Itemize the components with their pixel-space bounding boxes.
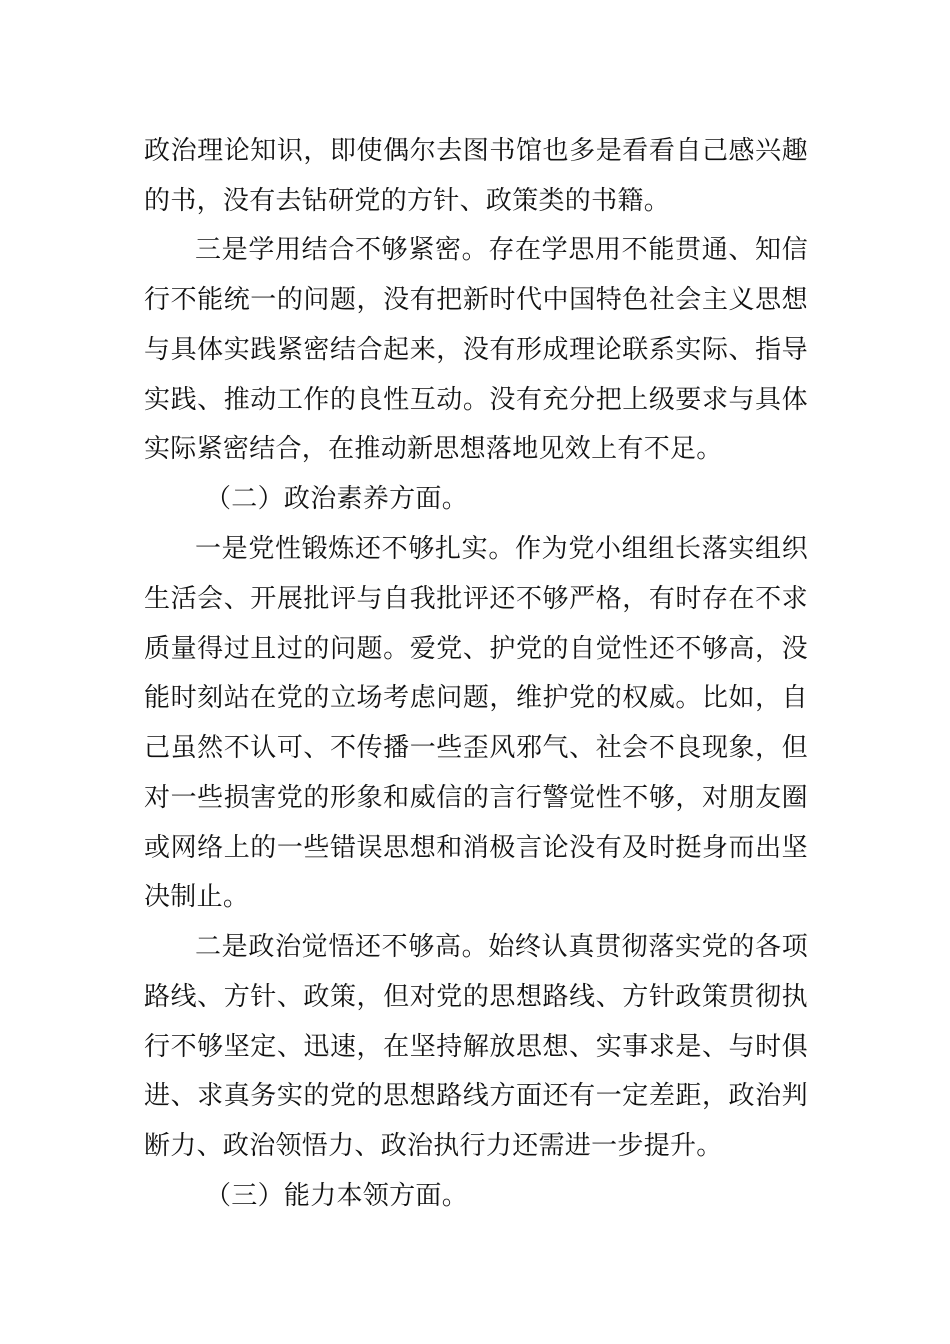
section-heading: （二）政治素养方面。 [205, 484, 469, 514]
body-text-line: 己虽然不认可、不传播一些歪风邪气、社会不良现象，但 [144, 733, 808, 763]
body-text-line: 与具体实践紧密结合起来，没有形成理论联系实际、指导 [144, 335, 808, 365]
section-heading: （三）能力本领方面。 [205, 1181, 469, 1211]
body-text-line: 行不够坚定、迅速，在坚持解放思想、实事求是、与时俱 [144, 1032, 808, 1062]
body-text-line: 或网络上的一些错误思想和消极言论没有及时挺身而出坚 [144, 833, 808, 863]
body-text-line: 实践、推动工作的良性互动。没有充分把上级要求与具体 [144, 385, 808, 415]
body-text-line: 的书，没有去钻研党的方针、政策类的书籍。 [144, 186, 671, 216]
body-text-line: 进、求真务实的党的思想路线方面还有一定差距，政治判 [144, 1081, 808, 1111]
body-text-line: 政治理论知识，即使偶尔去图书馆也多是看看自己感兴趣 [144, 136, 808, 166]
body-text-line: 能时刻站在党的立场考虑问题，维护党的权威。比如，自 [144, 683, 808, 713]
body-text-line: 断力、政治领悟力、政治执行力还需进一步提升。 [144, 1131, 723, 1161]
body-text-line: 行不能统一的问题，没有把新时代中国特色社会主义思想 [144, 285, 808, 315]
body-text-line: 质量得过且过的问题。爱党、护党的自觉性还不够高，没 [144, 634, 808, 664]
body-text-line: 生活会、开展批评与自我批评还不够严格，有时存在不求 [144, 584, 808, 614]
body-text-line: 路线、方针、政策，但对党的思想路线、方针政策贯彻执 [144, 982, 808, 1012]
body-text-line: 实际紧密结合，在推动新思想落地见效上有不足。 [144, 434, 723, 464]
body-text-line: 一是党性锻炼还不够扎实。作为党小组组长落实组织 [195, 534, 808, 564]
body-text-line: 三是学用结合不够紧密。存在学思用不能贯通、知信 [195, 235, 808, 265]
body-text-line: 对一些损害党的形象和威信的言行警觉性不够，对朋友圈 [144, 783, 808, 813]
body-text-line: 决制止。 [144, 882, 250, 912]
body-text-line: 二是政治觉悟还不够高。始终认真贯彻落实党的各项 [195, 932, 808, 962]
